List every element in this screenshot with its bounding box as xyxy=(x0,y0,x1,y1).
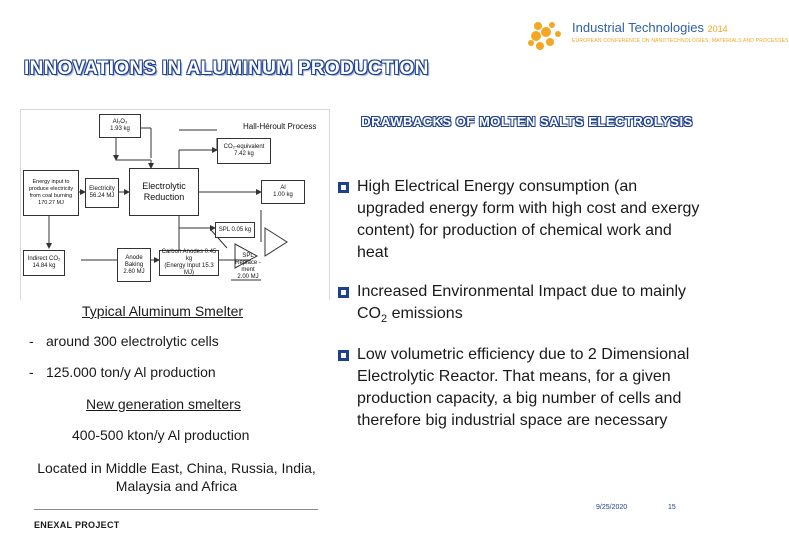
new-generation-heading: New generation smelters xyxy=(86,396,241,412)
smelter-locations: Located in Middle East, China, Russia, India, Malaysia and Africa xyxy=(37,460,316,494)
al2o3-box xyxy=(99,114,141,138)
spl-replacement-label: SPL Replace -ment xyxy=(235,253,261,273)
al2o3-label: Al₂O₃ xyxy=(112,119,128,125)
electrolytic-reduction-label: Electrolytic Reduction xyxy=(142,181,186,202)
footer-page-number: 15 xyxy=(668,504,676,511)
logo-tagline: EUROPEAN CONFERENCE ON NANOTECHNOLOGIES, MATERIALS AND PROCESSES xyxy=(572,38,789,44)
indirect-co2-mass: 14.84 kg xyxy=(32,263,56,269)
bullet-marker-2 xyxy=(338,287,349,298)
logo-year: 2014 xyxy=(707,24,728,34)
carbon-anodes-label: Carbon Anodes 0.45 kg xyxy=(161,249,217,262)
page-title: INNOVATIONS IN ALUMINUM PRODUCTION xyxy=(24,58,429,79)
smelter-item-cells: around 300 electrolytic cells xyxy=(46,333,219,349)
process-label: Hall-Héroult Process xyxy=(243,122,317,131)
co2-subscript: 2 xyxy=(381,313,388,326)
electricity-box xyxy=(85,178,119,208)
footer-divider xyxy=(34,509,318,510)
drawback-environment-text: Increased Environmental Impact due to mainly CO xyxy=(357,283,687,322)
indirect-co2-label: Indirect CO₂ xyxy=(27,256,61,262)
smelter-heading: Typical Aluminum Smelter xyxy=(82,303,244,319)
al-output-label: Al xyxy=(280,185,286,191)
energy-input-box xyxy=(23,170,79,216)
al2o3-mass: 1.93 kg xyxy=(110,126,130,132)
electricity-value: 56.24 MJ xyxy=(89,193,115,199)
logo-name: Industrial Technologies 2014 xyxy=(572,20,728,35)
smelter-dash-2: - xyxy=(29,364,34,380)
spl-box xyxy=(215,222,255,238)
indirect-co2-box xyxy=(23,250,65,276)
footer-project: ENEXAL PROJECT xyxy=(34,520,120,530)
drawback-environment-tail: emissions xyxy=(387,305,463,322)
energy-input-label: Energy input to produce electricity from coal burning xyxy=(28,179,74,199)
al-output-mass: 1.00 kg xyxy=(273,192,293,198)
co2-equivalent-label: CO₂-equivalent xyxy=(223,144,265,150)
anode-baking-label: Anode Baking xyxy=(124,254,144,268)
drawback-environment xyxy=(357,281,702,330)
spl-mass: SPL 0.05 kg xyxy=(218,226,252,233)
co2-equivalent-mass: 7.42 kg xyxy=(234,151,254,157)
al-output-box xyxy=(261,180,305,204)
spl-replacement-value: 2.00 MJ xyxy=(237,274,259,280)
electrolytic-reduction-box xyxy=(129,168,199,216)
anode-baking-mass: 2.60 MJ xyxy=(123,268,145,275)
carbon-anodes-box xyxy=(159,250,219,276)
smelter-dash-1: - xyxy=(29,333,34,349)
bullet-marker-3 xyxy=(338,350,349,361)
new-generation-capacity: 400-500 kton/y Al production xyxy=(72,427,250,443)
carbon-anodes-energy: (Energy Input 15.3 MJ) xyxy=(164,263,214,276)
footer-date: 9/25/2020 xyxy=(596,504,628,511)
spl-replacement-box xyxy=(235,250,261,284)
co2-equivalent-box xyxy=(217,138,271,164)
drawbacks-title: DRAWBACKS OF MOLTEN SALTS ELECTROLYSIS xyxy=(361,114,693,129)
energy-input-value: 170.27 MJ xyxy=(38,200,64,206)
anode-baking-box xyxy=(117,248,151,282)
bullet-marker-1 xyxy=(338,182,349,193)
smelter-item-production: 125.000 ton/y Al production xyxy=(46,364,216,380)
drawback-energy: High Electrical Energy consumption (an upgraded energy form with high cost and exergy content) for production of chemical work and heat xyxy=(357,178,700,261)
drawback-volumetric: Low volumetric efficiency due to 2 Dimensional Electrolytic Reactor. That means, for a given production capacity, a big number of cells and therefore big industrial space are necessary xyxy=(357,346,690,429)
electricity-label: Electricity xyxy=(89,186,115,192)
process-diagram xyxy=(20,109,330,301)
